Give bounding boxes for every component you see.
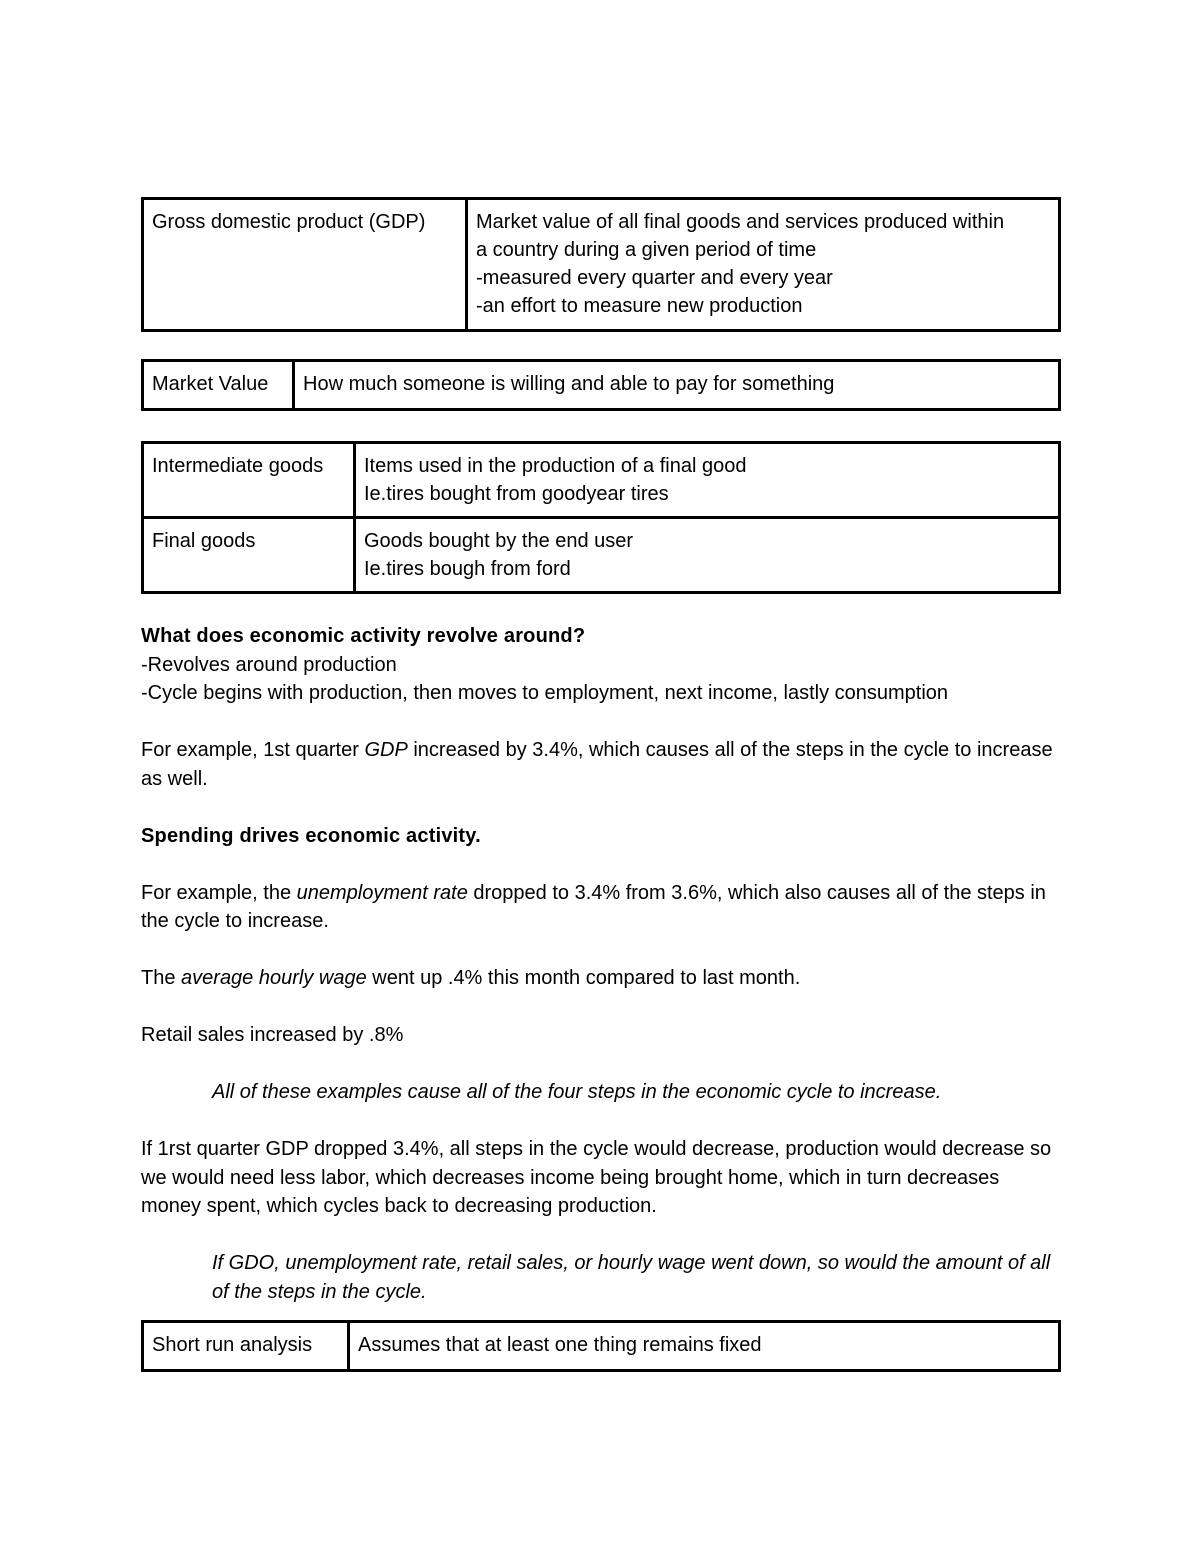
- table-row: [143, 443, 1060, 518]
- term-cell: Intermediate goods: [143, 443, 355, 518]
- body-paragraph: If 1rst quarter GDP dropped 3.4%, all steps in the cycle would decrease, production would decrease so we would need less labor, which decreases income being brought home, which in turn decreases money spent, which cycles back to decreasing production.: [141, 1138, 1052, 1217]
- short-run-table: [141, 1320, 1061, 1372]
- definition-line: Items used in the production of a final good: [364, 455, 747, 477]
- table-row: [143, 361, 1060, 410]
- term-cell: Market Value: [143, 361, 294, 410]
- italic-note: If GDO, unemployment rate, retail sales, or hourly wage went down, so would the amount of all of the steps in the cycle.: [212, 1252, 1051, 1303]
- body-line: -Revolves around production: [141, 653, 397, 676]
- example-paragraph: For example, the unemployment rate dropped to 3.4% from 3.6%, which also causes all of the steps in the cycle to increase.: [141, 881, 1046, 932]
- table-row: [143, 1322, 1060, 1371]
- term-cell: Short run analysis: [143, 1322, 349, 1371]
- definition-line: a country during a given period of time: [476, 239, 817, 261]
- goods-table: [141, 441, 1061, 594]
- definition-cell: Assumes that at least one thing remains fixed: [349, 1322, 1060, 1371]
- example-paragraph: For example, 1st quarter GDP increased by 3.4%, which causes all of the steps in the cycle to increase as well.: [141, 739, 1053, 790]
- example-paragraph: The average hourly wage went up .4% this month compared to last month.: [141, 967, 801, 989]
- definition-line: Ie.tires bought from goodyear tires: [364, 483, 669, 505]
- definition-line: -measured every quarter and every year: [476, 267, 833, 289]
- market-value-table: [141, 359, 1061, 411]
- definition-line: -an effort to measure new production: [476, 295, 803, 317]
- gdp-definition-table: [141, 197, 1061, 332]
- table-row: [143, 199, 1060, 331]
- example-paragraph: Retail sales increased by .8%: [141, 1024, 404, 1046]
- definition-line: Ie.tires bough from ford: [364, 558, 571, 580]
- definition-cell: [467, 199, 1060, 331]
- definition-line: Goods bought by the end user: [364, 530, 634, 552]
- section-heading: What does economic activity revolve around?: [141, 625, 586, 647]
- italic-note: All of these examples cause all of the four steps in the economic cycle to increase.: [212, 1081, 942, 1103]
- definition-cell: [355, 443, 1060, 518]
- term-cell: Final goods: [143, 518, 355, 593]
- definition-line: Market value of all final goods and services produced within: [476, 211, 1005, 233]
- section-heading: Spending drives economic activity.: [141, 824, 481, 847]
- definition-cell: [355, 518, 1060, 593]
- body-line: -Cycle begins with production, then moves to employment, next income, lastly consumption: [141, 682, 949, 704]
- document-page: [141, 197, 1061, 1372]
- definition-cell: How much someone is willing and able to pay for something: [294, 361, 1060, 410]
- table-row: [143, 518, 1060, 593]
- term-cell: Gross domestic product (GDP): [143, 199, 467, 331]
